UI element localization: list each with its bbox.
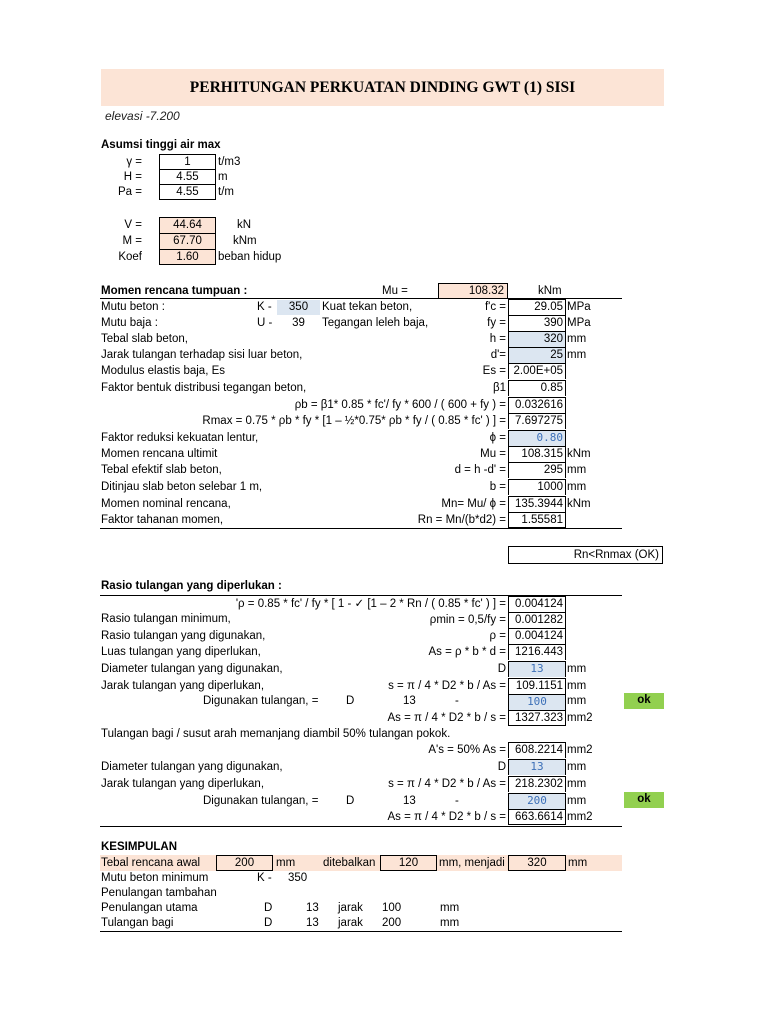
rho-used-value: 0.004124: [508, 628, 566, 644]
tebal-rencana-mid: ditebalkan: [323, 857, 376, 869]
tebal-efektif-label: Tebal efektif slab beton,: [101, 464, 222, 476]
M-label: M =: [122, 235, 142, 247]
tebal-rencana-v2: 120: [380, 855, 437, 871]
jarak2-label: Jarak tulangan yang diperlukan,: [101, 778, 265, 790]
M-value: 67.70: [159, 233, 216, 249]
tebal-rencana-u2: mm, menjadi: [439, 857, 505, 869]
rho-min-sym: ρmin = 0,5/fy =: [429, 614, 506, 626]
divider: [100, 826, 622, 827]
tebal-unit: mm: [567, 333, 587, 345]
mu-unit: kNm: [538, 285, 562, 297]
digunakan2-dia: 13: [403, 795, 416, 807]
penulangan-utama-dia: 13: [306, 902, 319, 914]
penulangan-utama-unit: mm: [440, 902, 460, 914]
jarak1-sym: s = π / 4 * D2 * b / As =: [388, 680, 506, 692]
ditinjau-sym: b =: [489, 481, 506, 493]
elevasi-label: elevasi -7.200: [105, 109, 180, 123]
ok-badge-1: ok: [624, 693, 664, 709]
rho-formula-value: 0.004124: [508, 596, 566, 612]
rn-check-result: Rn<Rnmax (OK): [508, 546, 663, 564]
luas-value: 1216.443: [508, 644, 566, 660]
modulus-sym: Es =: [482, 365, 506, 377]
faktor-bentuk-value: 0.85: [508, 380, 566, 396]
as2-unit: mm2: [567, 811, 593, 823]
jarak2-unit: mm: [567, 778, 587, 790]
ditinjau-value: 1000: [508, 479, 566, 495]
jarak-unit: mm: [567, 349, 587, 361]
gamma-label: γ =: [126, 156, 142, 168]
jarak2-sym: s = π / 4 * D2 * b / As =: [388, 778, 506, 790]
ok-badge-2: ok: [624, 792, 664, 808]
jarak-value: 25: [508, 347, 566, 363]
gamma-value: 1: [159, 154, 216, 170]
mutu-beton-label: Mutu beton :: [101, 301, 165, 313]
mutu-beton-value: 29.05: [508, 299, 566, 315]
mutu-baja-unit: MPa: [567, 317, 591, 329]
divider: [100, 528, 622, 529]
mutu-baja-sym: fy =: [487, 317, 506, 329]
Pa-unit: t/m: [218, 186, 234, 198]
tulangan-bagi-label: Tulangan bagi: [101, 917, 174, 929]
H-label: H =: [123, 171, 142, 183]
faktor-tahanan-sym: Rn = Mn/(b*d2) =: [417, 514, 506, 526]
tulangan-bagi-dia: 13: [306, 917, 319, 929]
digunakan2-dash: -: [455, 795, 459, 807]
Koef-value: 1.60: [159, 249, 216, 265]
mutu-baja-prefix: U -: [257, 317, 273, 329]
momen-nominal-label: Momen nominal rencana,: [101, 498, 231, 510]
diameter1-label: Diameter tulangan yang digunakan,: [101, 663, 283, 675]
divider: [100, 931, 622, 932]
diameter2-label: Diameter tulangan yang digunakan,: [101, 761, 283, 773]
as1-value: 1327.323: [508, 710, 566, 726]
momen-ultimit-value: 108.315: [508, 446, 566, 462]
Koef-label: Koef: [118, 251, 142, 263]
mutu-minimum-value: 350: [288, 872, 308, 884]
digunakan1-dash: -: [455, 695, 459, 707]
digunakan1-d: D: [346, 695, 355, 707]
digunakan1-value: 100: [508, 694, 566, 710]
mutu-beton-val: 350: [277, 300, 320, 315]
H-unit: m: [218, 171, 228, 183]
faktor-reduksi-value: 0.80: [508, 430, 566, 446]
as1-sym: As = π / 4 * D2 * b / s =: [387, 712, 506, 724]
luas-sym: As = ρ * b * d =: [428, 646, 506, 658]
mu-label: Mu =: [382, 285, 408, 297]
modulus-value: 2.00E+05: [508, 363, 566, 379]
mutu-minimum-prefix: K -: [257, 872, 272, 884]
digunakan2-value: 200: [508, 793, 566, 809]
digunakan2-d: D: [346, 795, 355, 807]
mutu-beton-desc: Kuat tekan beton,: [322, 301, 413, 313]
diameter1-sym: D: [497, 663, 506, 675]
tebal-label: Tebal slab beton,: [101, 333, 188, 345]
tebal-efektif-sym: d = h -d' =: [454, 464, 506, 476]
diameter2-sym: D: [497, 761, 506, 773]
rmax-value: 7.697275: [508, 413, 566, 429]
penulangan-utama-value: 100: [382, 902, 402, 914]
as-bagi-sym: A's = 50% As =: [428, 744, 506, 756]
jarak-sym: d'=: [490, 349, 506, 361]
rho-b-sym: ρb = β1* 0.85 * fc'/ fy * 600 / ( 600 + fy ) =: [294, 399, 506, 411]
V-value: 44.64: [159, 217, 216, 233]
tebal-rencana-u1: mm: [276, 857, 296, 869]
digunakan1-unit: mm: [567, 695, 587, 707]
digunakan1-label: Digunakan tulangan, =: [203, 695, 319, 707]
digunakan1-dia: 13: [403, 695, 416, 707]
mutu-minimum-label: Mutu beton minimum: [101, 872, 209, 884]
faktor-bentuk-sym: β1: [492, 382, 506, 394]
diameter1-value: 13: [508, 661, 566, 677]
mutu-baja-value: 390: [508, 315, 566, 331]
jarak-label: Jarak tulangan terhadap sisi luar beton,: [101, 349, 303, 361]
mutu-beton-sym: f'c =: [484, 301, 506, 313]
as2-sym: As = π / 4 * D2 * b / s =: [387, 811, 506, 823]
diameter2-unit: mm: [567, 761, 587, 773]
tebal-rencana-v3: 320: [508, 855, 566, 871]
gamma-unit: t/m3: [218, 156, 241, 168]
as2-value: 663.6614: [508, 809, 566, 825]
V-label: V =: [124, 219, 142, 231]
jarak1-value: 109.1151: [508, 678, 566, 694]
rho-min-label: Rasio tulangan minimum,: [101, 613, 231, 625]
penulangan-tambahan-label: Penulangan tambahan: [101, 887, 217, 899]
mutu-beton-prefix: K -: [257, 301, 272, 313]
rho-formula-sym: 'ρ = 0.85 * fc' / fy * [ 1 - ✓ [1 – 2 * Rn / ( 0.85 * fc' ) ] =: [235, 598, 506, 610]
tulangan-bagi-jarak: jarak: [338, 917, 363, 929]
rho-min-value: 0.001282: [508, 612, 566, 628]
faktor-tahanan-value: 1.55581: [508, 512, 566, 528]
momen-ultimit-sym: Mu =: [480, 448, 506, 460]
page-title: PERHITUNGAN PERKUATAN DINDING GWT (1) SISI: [101, 69, 664, 106]
penulangan-utama-jarak: jarak: [338, 902, 363, 914]
rho-used-label: Rasio tulangan yang digunakan,: [101, 630, 266, 642]
Koef-unit: beban hidup: [218, 251, 282, 263]
mutu-baja-label: Mutu baja :: [101, 317, 158, 329]
momen-ultimit-unit: kNm: [567, 448, 591, 460]
tulangan-bagi-d: D: [264, 917, 273, 929]
mu-value: 108.32: [438, 283, 508, 299]
faktor-bentuk-label: Faktor bentuk distribusi tegangan beton,: [101, 382, 307, 394]
modulus-label: Modulus elastis baja, Es: [101, 365, 226, 377]
mutu-baja-desc: Tegangan leleh baja,: [322, 317, 429, 329]
tebal-efektif-unit: mm: [567, 464, 587, 476]
tulangan-bagi-unit: mm: [440, 917, 460, 929]
tebal-rencana-v1: 200: [216, 855, 273, 871]
Pa-label: Pa =: [118, 186, 142, 198]
tebal-rencana-label: Tebal rencana awal: [101, 857, 201, 869]
diameter2-value: 13: [508, 759, 566, 775]
momen-heading: Momen rencana tumpuan :: [101, 285, 248, 297]
rmax-sym: Rmax = 0.75 * ρb * fy * [1 – ½*0.75* ρb * fy / ( 0.85 * fc' ) ] =: [202, 415, 506, 427]
rho-used-sym: ρ =: [489, 630, 506, 642]
jarak2-value: 218.2302: [508, 776, 566, 792]
H-value: 4.55: [159, 169, 216, 185]
faktor-reduksi-sym: ϕ =: [489, 432, 506, 444]
mutu-baja-val: 39: [292, 317, 305, 329]
asumsi-heading: Asumsi tinggi air max: [101, 139, 221, 151]
momen-ultimit-label: Momen rencana ultimit: [101, 448, 218, 460]
digunakan2-label: Digunakan tulangan, =: [203, 795, 319, 807]
mutu-beton-unit: MPa: [567, 301, 591, 313]
rho-b-value: 0.032616: [508, 397, 566, 413]
as-bagi-value: 608.2214: [508, 742, 566, 758]
momen-nominal-sym: Mn= Mu/ ϕ =: [441, 498, 506, 510]
as1-unit: mm2: [567, 712, 593, 724]
as-bagi-unit: mm2: [567, 744, 593, 756]
tebal-value: 320: [508, 331, 566, 347]
Pa-value: 4.55: [159, 184, 216, 200]
momen-nominal-unit: kNm: [567, 498, 591, 510]
tebal-efektif-value: 295: [508, 462, 566, 478]
tebal-sym: h =: [489, 333, 506, 345]
momen-nominal-value: 135.3944: [508, 496, 566, 512]
V-unit: kN: [237, 219, 252, 231]
faktor-reduksi-label: Faktor reduksi kekuatan lentur,: [101, 432, 259, 444]
luas-label: Luas tulangan yang diperlukan,: [101, 646, 261, 658]
tebal-rencana-u3: mm: [568, 857, 588, 869]
penulangan-utama-label: Penulangan utama: [101, 902, 198, 914]
penulangan-utama-d: D: [264, 902, 273, 914]
rasio-heading: Rasio tulangan yang diperlukan :: [101, 580, 282, 592]
kesimpulan-heading: KESIMPULAN: [101, 841, 178, 853]
M-unit: kNm: [233, 235, 257, 247]
ditinjau-label: Ditinjau slab beton selebar 1 m,: [101, 481, 263, 493]
digunakan2-unit: mm: [567, 795, 587, 807]
bagi-note: Tulangan bagi / susut arah memanjang diambil 50% tulangan pokok.: [101, 728, 451, 740]
tulangan-bagi-value: 200: [382, 917, 402, 929]
jarak1-label: Jarak tulangan yang diperlukan,: [101, 680, 265, 692]
ditinjau-unit: mm: [567, 481, 587, 493]
faktor-tahanan-label: Faktor tahanan momen,: [101, 514, 224, 526]
jarak1-unit: mm: [567, 680, 587, 692]
diameter1-unit: mm: [567, 663, 587, 675]
